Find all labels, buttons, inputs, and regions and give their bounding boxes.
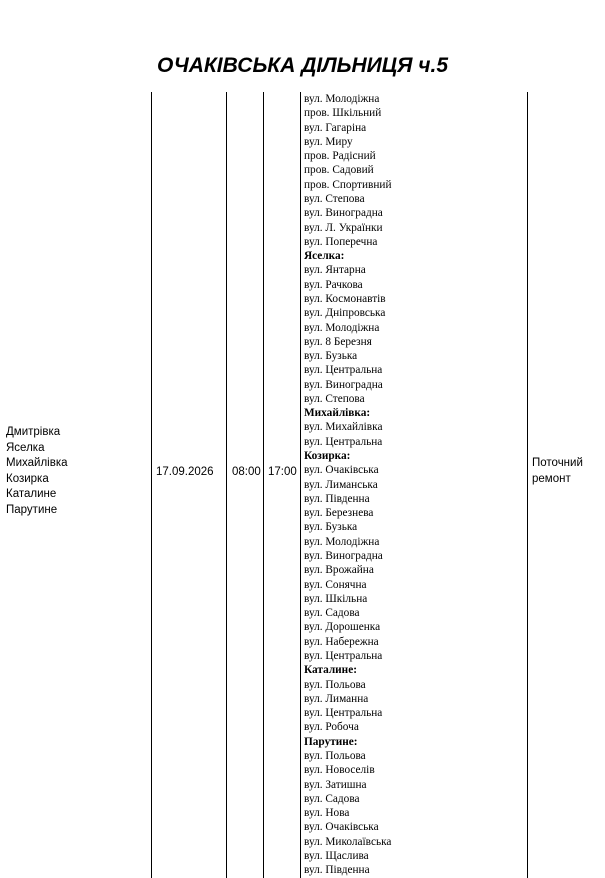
street-item: вул. Лиманна [304,692,369,705]
street-item: вул. Степова [304,192,365,205]
street-item: вул. Польова [304,749,366,762]
street-item: вул. Центральна [304,649,383,662]
date-cell: 17.09.2026 [156,466,214,478]
streets-cell [304,92,392,877]
street-item: вул. Поперечна [304,235,378,248]
street-item: вул. Нова [304,807,350,820]
column-divider-1 [151,92,152,878]
street-item: вул. Гагаріна [304,121,367,134]
street-group-heading: Парутине: [304,735,358,748]
settlement-item: Козирка [6,472,49,485]
street-item: вул. Садова [304,792,360,805]
street-item: пров. Шкільний [304,107,382,120]
column-divider-3 [263,92,264,878]
street-item: вул. Рачкова [304,278,363,291]
street-item: пров. Спортивний [304,178,392,191]
street-item: вул. Південна [304,864,370,877]
street-group-heading: Яселка: [304,250,345,263]
street-group-heading: Михайлівка: [304,407,371,420]
street-item: вул. Польова [304,678,366,691]
street-item: вул. 8 Березня [304,335,372,348]
street-item: вул. Сонячна [304,578,367,591]
settlement-item: Дмитрівка [6,426,61,438]
street-item: вул. Дніпровська [304,307,386,320]
street-item: вул. Щаслива [304,849,369,862]
street-item: вул. Врожайна [304,564,374,577]
street-item: вул. Космонавтів [304,292,386,305]
street-item: пров. Садовий [304,164,374,177]
column-divider-2 [226,92,227,878]
street-item: вул. Центральна [304,435,383,448]
page-title: ОЧАКІВСЬКА ДІЛЬНИЦЯ ч.5 [157,54,448,77]
settlement-item: Михайлівка [6,457,68,470]
street-group-heading: Козирка: [304,450,351,463]
street-item: вул. Новоселів [304,764,375,777]
street-item: вул. Шкільна [304,592,368,605]
street-item: вул. Робоча [304,721,359,734]
street-item: вул. Садова [304,607,360,620]
street-item: вул. Березнева [304,507,374,520]
street-item: вул. Миру [304,135,353,148]
work-type-line: Поточний [532,457,583,469]
street-item: вул. Південна [304,492,370,505]
settlement-item: Парутине [6,503,58,516]
street-item: вул. Виноградна [304,378,383,391]
street-item: вул. Степова [304,392,365,405]
street-item: вул. Михайлівка [304,421,383,434]
street-item: вул. Очаківська [304,464,379,477]
street-item: вул. Виноградна [304,550,383,562]
street-item: вул. Центральна [304,707,383,720]
street-item: вул. Молодіжна [304,93,380,105]
time-start-cell: 08:00 [232,466,261,478]
column-divider-4 [300,92,301,878]
street-item: вул. Виноградна [304,207,383,220]
street-item: пров. Радісний [304,150,376,163]
settlements-cell [6,425,68,519]
street-item: вул. Лиманська [304,478,378,491]
street-item: вул. Бузька [304,521,358,534]
time-end-cell: 17:00 [268,466,297,478]
work-type-cell [532,456,583,487]
street-item: вул. Центральна [304,364,383,377]
street-item: вул. Затишна [304,778,367,791]
street-item: вул. Миколаївська [304,835,392,848]
street-group-heading: Каталине: [304,664,357,677]
street-item: вул. Дорошенка [304,621,381,634]
settlement-item: Каталине [6,488,57,501]
street-item: вул. Л. Українки [304,221,383,234]
street-item: вул. Очаківська [304,821,379,834]
street-item: вул. Молодіжна [304,321,380,334]
column-divider-5 [527,92,528,878]
street-item: вул. Набережна [304,635,379,648]
street-item: вул. Молодіжна [304,535,380,548]
street-item: вул. Янтарна [304,264,366,277]
street-item: вул. Бузька [304,350,358,363]
work-type-line: ремонт [532,472,571,485]
settlement-item: Яселка [6,441,45,454]
